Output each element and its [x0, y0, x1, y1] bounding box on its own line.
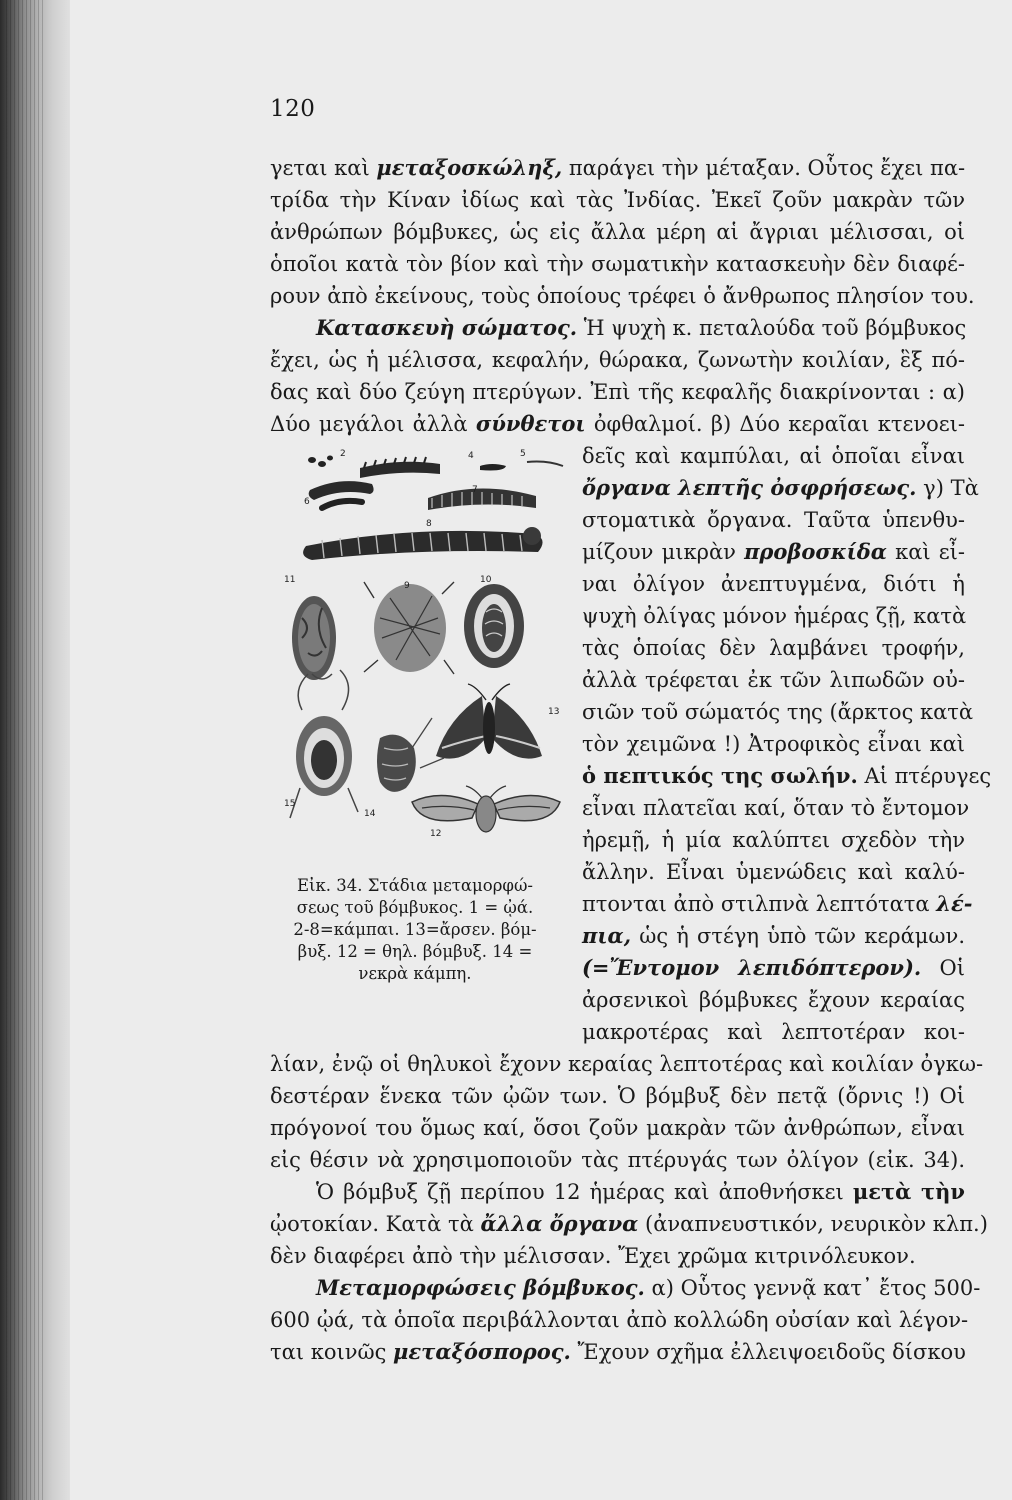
text-line	[270, 347, 965, 373]
page-edges	[6, 0, 46, 1500]
text-run: ἀλλὰ τρέφεται ἐκ τῶν λιπωδῶν οὐ-	[582, 668, 965, 692]
text-run: καὶ εἶ-	[886, 540, 965, 564]
pupa-in-cocoon-illustration	[464, 584, 524, 668]
section-heading-line	[316, 315, 965, 341]
cocoon-spinning-illustration	[364, 582, 454, 674]
figure-label: 13	[548, 707, 560, 717]
text-line	[582, 699, 974, 725]
text-run: γεται καὶ	[270, 156, 377, 180]
text-run: Ἡ ψυχὴ κ. πεταλούδα τοῦ βόμβυκος	[577, 316, 967, 340]
text-line	[582, 635, 965, 661]
emphasized-term: Μεταμορφώσεις βόμβυκος.	[316, 1275, 645, 1300]
text-line	[582, 1019, 965, 1045]
text-line	[270, 1083, 965, 1109]
text-run: εἶναι πλατεῖαι καί, ὅταν τὸ ἔντομον	[582, 796, 970, 820]
text-run: Οἱ	[921, 956, 965, 980]
section-heading-line	[316, 1275, 981, 1301]
figure-label: 4	[468, 451, 474, 461]
text-line	[582, 923, 965, 949]
text-line	[270, 1339, 965, 1365]
text-run: ἔχει, ὡς ἡ μέλισσα, κεφαλήν, θώρακα, ζωνωτὴν κοιλίαν, ἓξ πό-	[270, 348, 965, 372]
emphasized-term: ὄργανα λεπτῆς ὀσφρήσεως.	[582, 475, 917, 500]
eggs-illustration	[308, 456, 333, 468]
figure-label: 12	[430, 829, 442, 839]
text-line	[582, 955, 965, 981]
text-run: εἰς θέσιν νὰ χρησιμοποιοῦν τὰς πτέρυγάς των ὀλίγον (εἰκ. 34).	[270, 1148, 965, 1172]
bold-term: μετὰ τὴν	[852, 1179, 965, 1204]
text-run: πτονται ἀπὸ στιλπνὰ λεπτότατα	[582, 892, 937, 916]
text-line	[582, 443, 965, 469]
female-moth-illustration	[412, 786, 560, 832]
text-run: λίαν, ἐνῷ οἱ θηλυκοὶ ἔχονν κεραίας λεπτοτέρας καὶ κοιλίαν ὀγκω-	[270, 1052, 984, 1076]
text-run: 600 ᾠά, τὰ ὁποῖα περιβάλλονται ἀπὸ κολλώδη οὐσίαν καὶ λέγον-	[270, 1308, 969, 1332]
text-run: ᾠοτοκίαν. Κατὰ τὰ	[270, 1212, 481, 1236]
text-run: μίζουν μικρὰν	[582, 540, 745, 564]
emphasized-term: Κατασκευὴ σώματος.	[316, 315, 578, 340]
figure-label: 7	[472, 485, 478, 495]
caterpillar-small-illustration	[360, 457, 563, 478]
text-line	[582, 667, 965, 693]
text-run: δὲν διαφέρει ἀπὸ τὴν μέλισσαν. Ἔχει χρῶμα κιτρινόλευκον.	[270, 1244, 916, 1268]
caterpillar-large-illustration	[303, 527, 542, 560]
text-run: πρόγονοί του ὅμως καί, ὅσοι ζοῦν μακρὰν τῶν ἀνθρώπων, εἶναι	[270, 1116, 965, 1140]
emphasized-term: προβοσκίδα	[744, 539, 887, 564]
male-moth-illustration	[436, 684, 542, 759]
text-line	[582, 475, 979, 501]
text-run: Ὁ βόμβυξ ζῇ περίπου 12 ἡμέρας καὶ ἀποθνήσκει	[316, 1180, 853, 1204]
text-run: παράγει τὴν μέταξαν. Οὗτος ἔχει πα-	[562, 156, 966, 180]
text-line	[582, 539, 965, 565]
figure-label: 14	[364, 809, 376, 819]
figure-label: 5	[520, 449, 526, 459]
text-line	[270, 1147, 965, 1173]
text-line	[270, 379, 965, 405]
text-line	[582, 571, 965, 597]
text-run: ὀφθαλμοί. β) Δύο κεραῖαι κτενοει-	[585, 412, 965, 436]
text-run: ρουν ἀπὸ ἐκείνους, τοὺς ὁποίους τρέφει ὁ ἄνθρωπος πλησίον του.	[270, 284, 975, 308]
figure-caption	[270, 875, 560, 985]
page-number: 120	[270, 96, 316, 122]
text-line	[582, 795, 970, 821]
caption-line: Εἰκ. 34. Στάδια μεταμορφώ-	[296, 876, 533, 895]
figure-label: 6	[304, 497, 310, 507]
text-run: τρίδα τὴν Κίναν ἰδίως καὶ τὰς Ἰνδίας. Ἐκεῖ ζοῦν μακρὰν τῶν	[270, 188, 965, 212]
text-run: ται κοινῶς	[270, 1340, 394, 1364]
text-run: α) Οὗτος γεννᾷ κατ᾽ ἔτος 500-	[644, 1276, 981, 1300]
text-run: ἠρεμῇ, ἡ μία καλύπτει σχεδὸν τὴν	[582, 828, 965, 852]
text-line	[582, 827, 965, 853]
text-run: Ἔχουν σχῆμα ἐλλειψοειδοῦς δίσκου	[570, 1340, 966, 1364]
text-line	[582, 507, 965, 533]
text-line	[270, 187, 965, 213]
text-line	[270, 219, 965, 245]
caption-line: σεως τοῦ βόμβυκος. 1 = ᾠά.	[296, 898, 534, 917]
text-line	[270, 251, 965, 277]
text-line	[582, 859, 965, 885]
text-run: δας καὶ δύο ζεύγη πτερύγων. Ἐπὶ τῆς κεφαλῆς διακρίνονται : α)	[270, 380, 965, 404]
text-run: ὡς ἡ στέγη ὑπὸ τῶν κεράμων.	[631, 924, 965, 948]
text-run: δεῖς καὶ καμπύλαι, αἱ ὁποῖαι εἶναι	[582, 444, 965, 468]
text-line	[582, 891, 973, 917]
text-run: μακροτέρας καὶ λεπτοτέραν κοι-	[582, 1020, 965, 1044]
dead-caterpillar-illustration	[377, 718, 444, 792]
text-run: ἀρσενικοὶ βόμβυκες ἔχουν κεραίας	[582, 988, 965, 1012]
emphasized-term: ἄλλα ὄργανα	[480, 1211, 639, 1236]
text-line	[270, 1307, 969, 1333]
text-line	[270, 1243, 965, 1269]
caterpillar-medium-illustration	[309, 481, 536, 510]
text-line	[270, 155, 965, 181]
cocoon-illustration	[292, 596, 336, 680]
cut-cocoon-illustration	[290, 670, 358, 818]
emphasized-term: μεταξοσκώληξ,	[376, 155, 563, 180]
text-run: ἀνθρώπων βόμβυκες, ὡς εἰς ἄλλα μέρη αἱ ἄγριαι μέλισσαι, οἱ	[270, 220, 965, 244]
text-run: ναι ὀλίγον ἀνεπτυγμένα, διότι ἡ	[582, 572, 965, 596]
book-spine-shadow	[0, 0, 70, 1500]
caption-line: νεκρὰ κάμπη.	[358, 964, 472, 983]
emphasized-term: πια,	[582, 923, 632, 948]
figure-label: 15	[284, 799, 296, 809]
figure-label: 9	[404, 581, 410, 591]
text-line	[582, 763, 992, 789]
text-run: (ἀναπνευστικόν, νευρικὸν κλπ.)	[638, 1212, 988, 1236]
bold-term: ὁ πεπτικός της σωλήν.	[582, 763, 858, 788]
text-run: ἄλλην. Εἶναι ὑμενώδεις καὶ καλύ-	[582, 860, 965, 884]
text-run: στοματικὰ ὄργανα. Ταῦτα ὑπενθυ-	[582, 508, 965, 532]
text-line	[270, 1115, 965, 1141]
text-run: τὰς ὁποίας δὲν λαμβάνει τροφήν,	[582, 636, 965, 660]
figure-label: 2	[340, 449, 346, 459]
text-run: γ) Τὰ	[916, 476, 979, 500]
emphasized-term: μεταξόσπορος.	[393, 1339, 571, 1364]
caption-line: βυξ. 12 = θηλ. βόμβυξ. 14 =	[297, 942, 533, 961]
caption-line: 2-8=κάμπαι. 13=ἄρσεν. βόμ-	[293, 920, 537, 939]
text-run: Αἱ πτέρυγες	[857, 764, 992, 788]
emphasized-term: λέ-	[936, 891, 973, 916]
text-run: Δύο μεγάλοι ἀλλὰ	[270, 412, 476, 436]
figure-label: 11	[284, 575, 296, 585]
text-run: τὸν χειμῶνα !) Ἀτροφικὸς εἶναι καὶ	[582, 732, 965, 756]
text-line	[270, 411, 965, 437]
emphasized-term: σύνθετοι	[475, 411, 586, 436]
silkworm-metamorphosis-figure	[282, 448, 570, 860]
text-line	[582, 987, 965, 1013]
text-line	[582, 731, 965, 757]
text-run: σιῶν τοῦ σώματός της (ἄρκτος κατὰ	[582, 700, 974, 724]
text-run: ὁποῖοι κατὰ τὸν βίον καὶ τὴν σωματικὴν κατασκευὴν δὲν διαφέ-	[270, 252, 965, 276]
text-run: ψυχὴ ὀλίγας μόνον ἡμέρας ζῇ, κατὰ	[582, 604, 967, 628]
emphasized-term: (=Ἔντομον λεπιδόπτερον).	[582, 955, 922, 980]
text-line	[316, 1179, 965, 1205]
text-line	[270, 1051, 984, 1077]
figure-label: 10	[480, 575, 492, 585]
text-line	[270, 283, 975, 309]
figure-label: 8	[426, 519, 432, 529]
text-line	[270, 1211, 988, 1237]
text-line	[582, 603, 965, 629]
text-run: δεστέραν ἕνεκα τῶν ᾠῶν των. Ὁ βόμβυξ δὲν πετᾷ (ὄρνις !) Οἱ	[270, 1084, 965, 1108]
